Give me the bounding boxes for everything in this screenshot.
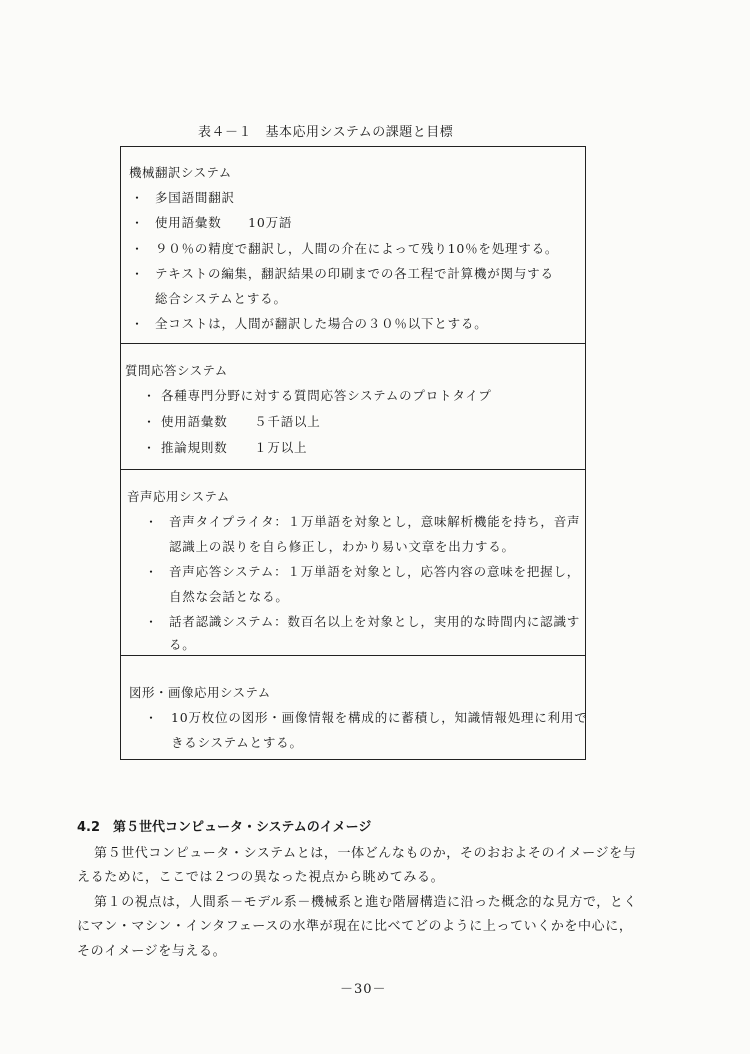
section-machine-translation <box>121 147 585 344</box>
table-title: 表４－１ 基本応用システムの課題と目標 <box>198 125 454 140</box>
list-item: 使用語彙数 ５千語以上 <box>161 414 321 429</box>
section-title: 機械翻訳システム <box>129 165 232 180</box>
goals-table <box>120 146 586 760</box>
list-item-continued: る。 <box>169 637 196 652</box>
list-item: テキストの編集，翻訳結果の印刷までの各工程で計算機が関与する <box>155 266 554 281</box>
bullet: ・ <box>145 515 158 529</box>
paragraph-line: 第５世代コンピュータ・システムとは，一体どんなものか，そのおおよそのイメージを与 <box>94 846 637 861</box>
list-item: 全コストは，人間が翻訳した場合の３０％以下とする。 <box>155 316 488 331</box>
paragraph-line: にマン・マシン・インタフェースの水準が現在に比べてどのように上っていくかを中心に， <box>77 919 633 934</box>
list-item: 音声タイプライタ：１万単語を対象とし，意味解析機能を持ち，音声 <box>169 514 581 529</box>
list-item-continued: 認識上の誤りを自ら修正し，わかり易い文章を出力する。 <box>169 539 515 554</box>
list-item: 使用語彙数 10万語 <box>155 215 293 230</box>
bullet: ・ <box>145 711 158 725</box>
list-item: 話者認識システム：数百名以上を対象とし，実用的な時間内に認識す <box>169 614 581 629</box>
list-item: 推論規則数 １万以上 <box>161 440 308 455</box>
bullet: ・ <box>131 191 144 205</box>
bullet: ・ <box>145 615 158 629</box>
section-speech-applications <box>121 469 585 656</box>
list-item: 多国語間翻訳 <box>155 190 235 205</box>
section-image-applications <box>121 655 588 759</box>
section-title: 音声応用システム <box>127 489 230 504</box>
section-heading: 4.2 第５世代コンピュータ・システムのイメージ <box>77 820 372 835</box>
paragraph-line: えるために，ここでは２つの異なった視点から眺めてみる。 <box>77 870 445 885</box>
list-item-continued: 総合システムとする。 <box>155 291 287 306</box>
page-number: －30－ <box>340 982 387 997</box>
bullet: ・ <box>131 216 144 230</box>
section-title: 質問応答システム <box>125 363 228 378</box>
bullet: ・ <box>131 267 144 281</box>
bullet: ・ <box>145 565 158 579</box>
bullet: ・ <box>143 441 156 455</box>
section-question-answering <box>121 343 585 470</box>
list-item-continued: きるシステムとする。 <box>171 735 303 750</box>
list-item: ９０％の精度で翻訳し，人間の介在によって残り10％を処理する。 <box>155 241 559 256</box>
bullet: ・ <box>131 317 144 331</box>
list-item: 音声応答システム：１万単語を対象とし，応答内容の意味を把握し， <box>169 564 581 579</box>
bullet: ・ <box>143 389 156 403</box>
paragraph-line: そのイメージを与える。 <box>77 944 227 959</box>
list-item: 各種専門分野に対する質問応答システムのプロトタイプ <box>161 388 492 403</box>
bullet: ・ <box>131 242 144 256</box>
section-title: 図形・画像応用システム <box>129 685 271 700</box>
paragraph-line: 第１の視点は，人間系－モデル系－機械系と進む階層構造に沿った概念的な見方で，とく <box>94 895 638 910</box>
list-item: 10万枚位の図形・画像情報を構成的に蓄積し，知識情報処理に利用で <box>171 710 588 725</box>
list-item-continued: 自然な会話となる。 <box>169 589 289 604</box>
bullet: ・ <box>143 415 156 429</box>
